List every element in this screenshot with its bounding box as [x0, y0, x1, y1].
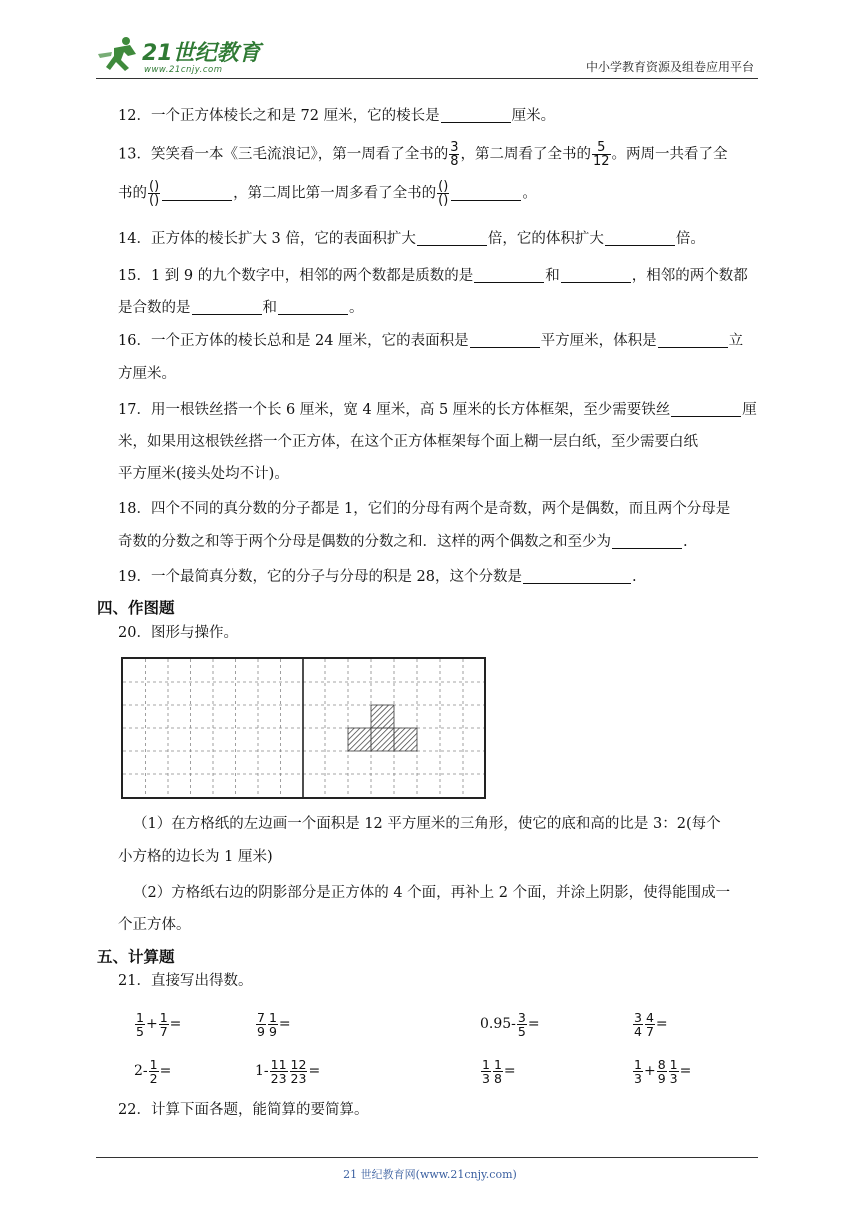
shaded-faces — [348, 705, 417, 751]
operator: = — [527, 1016, 540, 1032]
fraction: $\frac{3}{4}$ — [634, 1009, 642, 1039]
question-13-cont: 书的 $\frac{()}{()}$ ，第二周比第一周多看了全书的 $\frac{()}{()}$ 。 — [118, 179, 537, 208]
answer-blank[interactable] — [474, 267, 544, 283]
calc-item — [255, 1055, 320, 1087]
fraction-placeholder: $\frac{()}{()}$ — [438, 179, 449, 208]
fraction: $\frac{1}{7}$ — [159, 1009, 168, 1039]
calc-item — [255, 1008, 291, 1040]
page-header — [96, 30, 758, 79]
fraction: $\frac{8}{9}$ — [657, 1056, 666, 1086]
svg-text:21世纪教育: 21世纪教育 — [142, 41, 261, 66]
question-21: 21．直接写出得数。 — [118, 973, 253, 989]
operator: 2- — [134, 1063, 148, 1079]
question-20-part1-cont: 小方格的边长为 1 厘米) — [118, 849, 273, 865]
operator: + — [145, 1016, 158, 1032]
question-17-cont: 米，如果用这根铁丝搭一个正方体，在这个正方体框架每个面上糊一层白纸，至少需要白纸 — [118, 434, 698, 450]
fraction: $\frac{1}{8}$ — [493, 1056, 502, 1086]
operator: = — [169, 1016, 182, 1032]
answer-blank[interactable] — [192, 299, 262, 315]
answer-blank[interactable] — [605, 230, 675, 246]
fraction: $\frac{5}{12}$ — [592, 140, 610, 169]
fraction: $\frac{1}{2}$ — [149, 1056, 158, 1086]
question-20: 20．图形与操作。 — [118, 625, 238, 641]
fraction: $\frac{12}{23}$ — [290, 1056, 307, 1086]
platform-name: 中小学教育资源及组卷应用平台 — [585, 60, 754, 74]
answer-blank[interactable] — [671, 401, 741, 417]
fraction: $\frac{3}{5}$ — [517, 1009, 526, 1039]
answer-blank[interactable] — [658, 332, 728, 348]
answer-blank[interactable] — [278, 299, 348, 315]
calc-item — [632, 1008, 668, 1040]
operator: = — [278, 1016, 291, 1032]
fraction: $\frac{3}{8}$ — [450, 140, 459, 169]
question-17: 17．用一根铁丝搭一个长 6 厘米，宽 4 厘米，高 5 厘米的长方体框架，至少需要铁丝 厘 — [118, 402, 757, 418]
answer-blank[interactable] — [523, 568, 631, 584]
fraction: $\frac{1}{3}$ — [634, 1056, 642, 1086]
grid-paper[interactable] — [121, 657, 486, 799]
operator: = — [308, 1063, 321, 1079]
answer-blank[interactable] — [561, 267, 631, 283]
operator: = — [655, 1016, 668, 1032]
question-22: 22．计算下面各题，能简算的要简算。 — [118, 1102, 369, 1118]
question-14: 14．正方体的棱长扩大 3 倍，它的表面积扩大 倍，它的体积扩大 倍。 — [118, 231, 705, 247]
calc-item — [480, 1008, 540, 1040]
operator: 0.95- — [480, 1016, 516, 1032]
fraction: $\frac{11}{23}$ — [270, 1056, 287, 1086]
question-15-cont: 是合数的是 和 。 — [118, 300, 364, 316]
question-20-part2-cont: 个正方体。 — [118, 917, 191, 933]
operator: + — [643, 1063, 656, 1079]
fraction: $\frac{4}{7}$ — [645, 1009, 654, 1039]
answer-blank[interactable] — [162, 185, 232, 201]
svg-text:www.21cnjy.com: www.21cnjy.com — [144, 65, 223, 75]
question-13: 13．笑笑看一本《三毛流浪记》，第一周看了全书的 $\frac{3}{8}$ ，第二周看了全书的 $\frac{5}{12}$ 。两周一共看了全 — [118, 140, 728, 169]
question-16: 16．一个正方体的棱长总和是 24 厘米，它的表面积是 平方厘米，体积是 立 — [118, 333, 744, 349]
question-20-part2: （2）方格纸右边的阴影部分是正方体的 4 个面，再补上 2 个面，并涂上阴影，使得能围成一 — [133, 885, 731, 901]
calc-item — [480, 1055, 516, 1087]
answer-blank[interactable] — [470, 332, 540, 348]
footer-divider — [96, 1157, 758, 1158]
footer-source: 21 世纪教育网(www.21cnjy.com) — [343, 1168, 517, 1181]
question-18: 18．四个不同的真分数的分子都是 1，它们的分母有两个是奇数，两个是偶数，而且两个分母是 — [118, 501, 731, 517]
calc-item — [134, 1008, 181, 1040]
logo-21cnjy — [96, 34, 266, 76]
calc-item — [632, 1055, 691, 1087]
answer-blank[interactable] — [451, 185, 521, 201]
fraction: $\frac{7}{9}$ — [257, 1009, 265, 1039]
section-heading-calculation: 五、计算题 — [97, 948, 175, 966]
answer-blank[interactable] — [417, 230, 487, 246]
question-15: 15．1 到 9 的九个数字中，相邻的两个数都是质数的是 和 ，相邻的两个数都 — [118, 268, 748, 284]
fraction-placeholder: $\frac{()}{()}$ — [149, 179, 160, 208]
fraction: $\frac{1}{9}$ — [268, 1009, 277, 1039]
question-19: 19．一个最简真分数，它的分子与分母的积是 28，这个分数是 . — [118, 569, 637, 585]
question-20-part1: （1）在方格纸的左边画一个面积是 12 平方厘米的三角形，使它的底和高的比是 3：2(每个 — [133, 816, 721, 832]
question-18-cont: 奇数的分数之和等于两个分母是偶数的分数之和．这样的两个偶数之和至少为 . — [118, 534, 688, 550]
grid-svg — [123, 659, 484, 797]
answer-blank[interactable] — [612, 533, 682, 549]
fraction: $\frac{1}{3}$ — [482, 1056, 490, 1086]
operator: = — [679, 1063, 692, 1079]
operator: = — [503, 1063, 516, 1079]
question-16-cont: 方厘米。 — [118, 366, 176, 382]
fraction: $\frac{1}{5}$ — [136, 1009, 144, 1039]
answer-blank[interactable] — [441, 107, 511, 123]
operator: = — [159, 1063, 172, 1079]
section-heading-drawing: 四、作图题 — [97, 599, 175, 617]
question-17-cont2: 平方厘米(接头处均不计)。 — [118, 466, 289, 482]
calc-item — [134, 1055, 171, 1087]
fraction: $\frac{1}{3}$ — [669, 1056, 678, 1086]
question-12: 12．一个正方体棱长之和是 72 厘米，它的棱长是 厘米。 — [118, 108, 556, 124]
operator: 1- — [255, 1063, 269, 1079]
